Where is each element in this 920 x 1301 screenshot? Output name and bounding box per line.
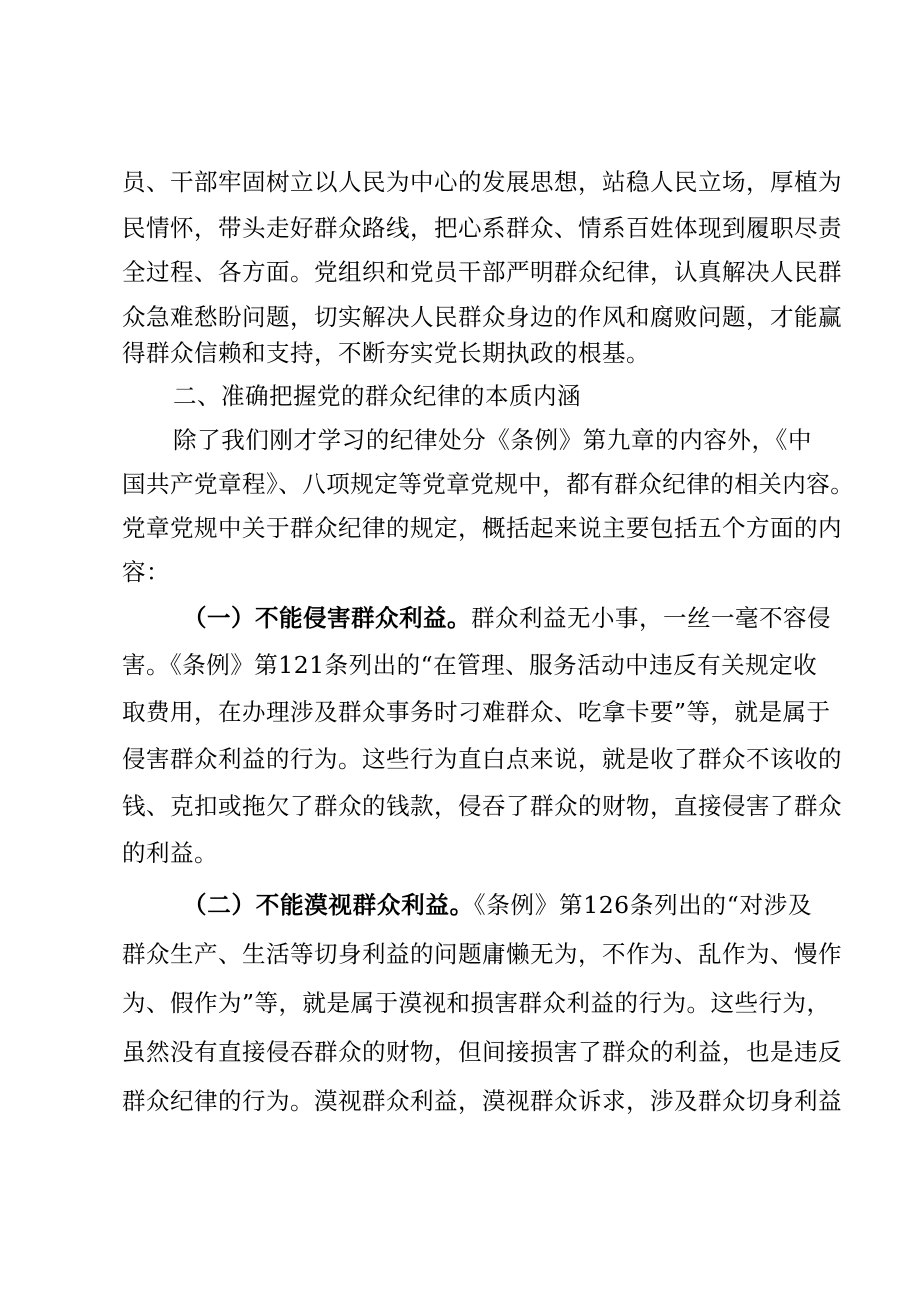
paragraph-line: 钱、克扣或拖欠了群众的钱款，侵吞了群众的财物，直接侵害了群众 xyxy=(122,792,842,820)
subsection-text: 群众利益无小事，一丝一毫不容侵 xyxy=(471,604,831,632)
paragraph-line: 群众生产、生活等切身利益的问题庸懒无为，不作为、乱作为、慢作 xyxy=(122,940,842,968)
paragraph-line: 群众纪律的行为。漠视群众利益，漠视群众诉求，涉及群众切身利益 xyxy=(122,1087,842,1115)
paragraph-line: 民情怀，带头走好群众路线，把心系群众、情系百姓体现到履职尽责 xyxy=(122,214,842,242)
paragraph-line: 得群众信赖和支持，不断夯实党长期执政的根基。 xyxy=(122,339,650,367)
section-heading: 二、准确把握党的群众纪律的本质内涵 xyxy=(173,382,581,410)
paragraph-line: 侵害群众利益的行为。这些行为直白点来说，就是收了群众不该收的 xyxy=(122,745,842,773)
paragraph-line: 容： xyxy=(122,558,170,586)
paragraph-line: 虽然没有直接侵吞群众的财物，但间接损害了群众的利益，也是违反 xyxy=(122,1038,842,1066)
subsection-first-line xyxy=(183,596,831,640)
subsection-title: （二）不能漠视群众利益。 xyxy=(183,891,474,919)
paragraph-line: 的利益。 xyxy=(122,839,218,867)
paragraph-line: 国共产党章程》、八项规定等党章党规中，都有群众纪律的相关内容。 xyxy=(122,470,855,498)
paragraph-line: 员、干部牢固树立以人民为中心的发展思想，站稳人民立场，厚植为 xyxy=(122,168,842,196)
paragraph-line: 取费用，在办理涉及群众事务时刁难群众、吃拿卡要”等，就是属于 xyxy=(122,698,831,726)
paragraph-line: 全过程、各方面。党组织和党员干部严明群众纪律，认真解决人民群 xyxy=(122,258,842,286)
paragraph-line: 害。《条例》第121条列出的“在管理、服务活动中违反有关规定收 xyxy=(122,651,818,679)
subsection-first-line xyxy=(183,883,812,927)
paragraph-line: 众急难愁盼问题，切实解决人民群众身边的作风和腐败问题，才能赢 xyxy=(122,303,842,331)
paragraph-line: 为、假作为”等，就是属于漠视和损害群众利益的行为。这些行为， xyxy=(122,989,831,1017)
subsection-title: （一）不能侵害群众利益。 xyxy=(183,604,471,632)
paragraph-line: 党章党规中关于群众纪律的规定，概括起来说主要包括五个方面的内 xyxy=(122,514,842,542)
subsection-text: 《条例》第126条列出的“对涉及 xyxy=(473,891,813,919)
paragraph-line: 除了我们刚才学习的纪律处分《条例》第九章的内容外，《中 xyxy=(173,426,812,454)
